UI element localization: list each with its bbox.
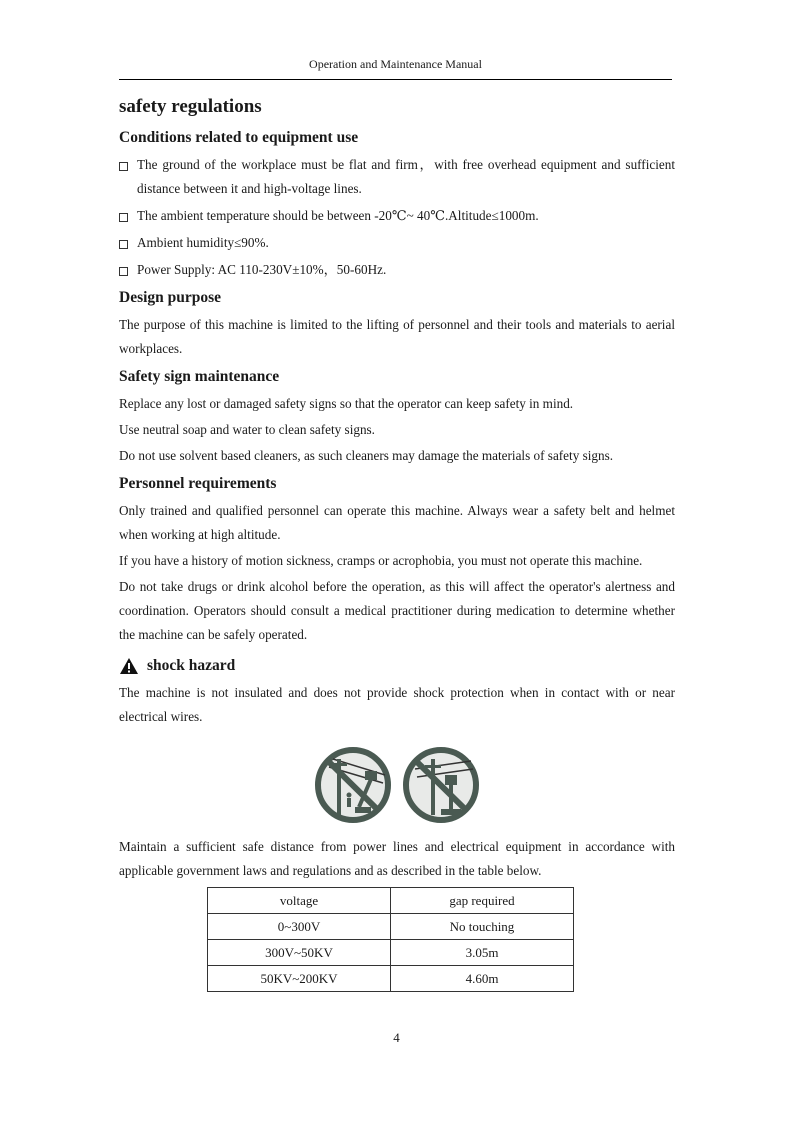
table-cell: 50KV~200KV xyxy=(208,966,391,992)
warning-icon xyxy=(119,657,139,675)
table-cell: No touching xyxy=(391,914,574,940)
no-boom-near-power-line-icon xyxy=(401,745,481,825)
table-header-cell: gap required xyxy=(391,888,574,914)
conditions-heading: Conditions related to equipment use xyxy=(119,129,359,146)
list-item: The ambient temperature should be between -20℃~ 40℃.Altitude≤1000m. xyxy=(119,204,675,228)
list-item: The ground of the workplace must be flat and firm，with free overhead equipment and sufficient distance between it and high-voltage lines. xyxy=(119,153,675,201)
table-cell: 3.05m xyxy=(391,940,574,966)
table-row xyxy=(208,966,574,992)
distance-text: Maintain a sufficient safe distance from power lines and electrical equipment in accordance with applicable government laws and regulations and as described in the table below. xyxy=(119,839,675,878)
page-content xyxy=(119,94,675,992)
signs-line: Replace any lost or damaged safety signs so that the operator can keep safety in mind. xyxy=(119,396,574,411)
design-text: The purpose of this machine is limited to the lifting of personnel and their tools and materials to aerial workplaces. xyxy=(119,317,675,356)
signs-line: Do not use solvent based cleaners, as such cleaners may damage the materials of safety signs. xyxy=(119,448,614,463)
checkbox-bullet-icon xyxy=(119,213,128,222)
clearance-table xyxy=(207,887,574,992)
checkbox-bullet-icon xyxy=(119,240,128,249)
table-row xyxy=(208,914,574,940)
list-item: Ambient humidity≤90%. xyxy=(119,231,675,255)
checkbox-bullet-icon xyxy=(119,267,128,276)
signs-line: Use neutral soap and water to clean safety signs. xyxy=(119,422,375,437)
table-header-row xyxy=(208,888,574,914)
hazard-title xyxy=(119,655,675,677)
page-title: safety regulations xyxy=(119,96,262,117)
running-header: Operation and Maintenance Manual xyxy=(309,57,482,71)
signs-heading: Safety sign maintenance xyxy=(119,368,280,385)
prohibition-signs xyxy=(119,745,675,825)
header-rule xyxy=(119,79,672,80)
no-lift-near-power-line-icon xyxy=(313,745,393,825)
table-row xyxy=(208,940,574,966)
table-header-cell: voltage xyxy=(208,888,391,914)
personnel-paragraph: If you have a history of motion sickness, cramps or acrophobia, you must not operate this machine. xyxy=(119,553,643,568)
design-heading: Design purpose xyxy=(119,289,222,306)
hazard-text: The machine is not insulated and does not provide shock protection when in contact with or near electrical wires. xyxy=(119,685,675,724)
personnel-paragraph: Only trained and qualified personnel can operate this machine. Always wear a safety belt and helmet when working at high altitude. xyxy=(119,503,675,542)
list-item: Power Supply: AC 110-230V±10%，50-60Hz. xyxy=(119,258,675,282)
personnel-paragraph: Do not take drugs or drink alcohol before the operation, as this will affect the operator's alertness and coordination. Operators should consult a medical practitioner during medication to determine whether the machine can be safely operated. xyxy=(119,579,675,642)
table-cell: 4.60m xyxy=(391,966,574,992)
personnel-heading: Personnel requirements xyxy=(119,475,277,492)
hazard-heading: shock hazard xyxy=(147,657,236,674)
checkbox-bullet-icon xyxy=(119,162,128,171)
table-cell: 300V~50KV xyxy=(208,940,391,966)
page-number: 4 xyxy=(393,1030,400,1045)
table-cell: 0~300V xyxy=(208,914,391,940)
